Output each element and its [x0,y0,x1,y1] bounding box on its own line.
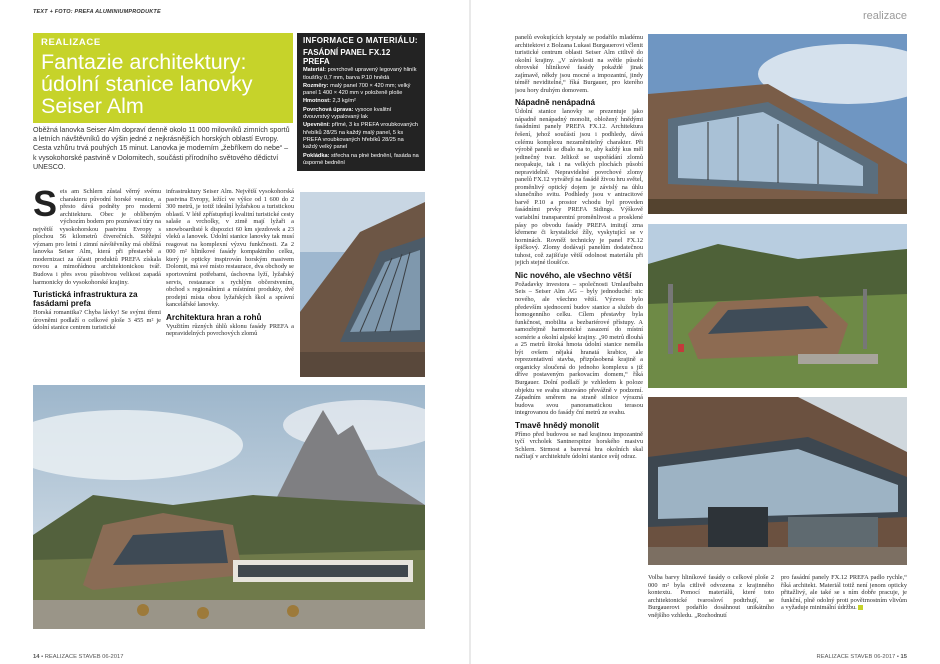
section-tag: realizace [862,10,907,22]
page-number: 15 [900,654,907,660]
text-column-2 [166,188,294,378]
article-lead: Oběžná lanovka Seiser Alm dopraví denně okolo 11 000 milovníků zimních sportů a letních návštěvníků do výšin jedné z nejkrásnějších horských oblastí Evropy. Cesta vzhůru trvá pouhých 15 minut. Lanovka je moderním „žebříkem do nebe“ – k vysokohorské pastvině v Dolomitech, součásti přírodního světového dědictví UNESCO. [33,126,290,171]
article-headline: Fantazie architektury: údolní stanice lanovky Seiser Alm [41,50,253,118]
right-page [471,0,940,664]
info-label: Hmotnost: [303,98,331,105]
photo-facade-angle-image [648,34,907,214]
page-number: 14 [33,654,40,660]
info-row [303,122,419,151]
paragraph: Požadavky investora – společnosti Umlaufbahn Seis – Seiser Alm AG – byly jednoduché: nic nového, ale všechno větší. Výzvou bylo především sjednocení budov stanice a služeb do homogenního celku. Cílem přestavby byla funkčnost, mobilita a bezbariérové přístupy. A samozřejmě harmonické zasazení do místní scenérie a okolní alpské krajiny. „90 metrů dlouhá a 25 metrů široká hmota údolní stanice neměla být ovšem nějaká hranatá krabice, ale reprezentativní stavba, přizpůsobená krajině a organicky sloučená do jednoho komplexu s již dříve postaveným parkovacím domem,“ říká Burgauer. Dolní podlaží je vzhledem k poloze objektu ve svahu situováno převážně v podzemí. Západním směrem na straně silnice výrazná budova svou panoramatickou terasou integrovanou do fasády ční metrů ze svahu. [515,280,643,417]
left-page [0,0,469,664]
paragraph: Horská romantika? Chyba lávky! Se svými třemi úrovněmi podlaží o celkové ploše 3 455 m² je údolní stanice centrem turistické [33,309,161,332]
photo-entrance-overhang [648,397,907,565]
paragraph: Údolní stanice lanovky se prezentuje jako nápadně nenápadný monolit, obložený hnědými fasádními panely PREFA FX.12. Architektura řešení, jehož součástí jsou i podhledy, dává celému komplexu nezaměnitelný charakter. Při výrobě panelů se dbalo na to, aby každý kus měl jedinečný tvar. Jelikož se uspořádání zlomů neopakuje, tak i na velkých plochách působí nepravidelně. Nepravidelné povrchové zlomy panelů FX.12 vytvářejí na fasádě živou hru světel, proměnlivý optický dojem je závislý na úhlu slunečního svitu. Podhledy jsou v antracitové barvě P.10 a prostor vchodu byl proveden fasádními prvky PREFA Sidings. Výškově variabilní transparentní proměnlivost a prosklené pásy po obvodu fasády PREFA imitují zrna křemene či krystalické žíly, vyskytující se v horninách. Rovněž technicky je panel FX.12 špičkový. Zlomy dodávají panelům dodatečnou tuhost, což zajišťuje větší odolnost materiálu při jejich stejné tloušťce. [515,108,643,267]
info-label: Materiál: [303,67,327,74]
photo-station-aerial [648,224,907,388]
subheading: Tmavě hnědý monolit [515,420,600,430]
photo-facade-detail-image [300,192,425,377]
end-of-article-mark [858,605,863,610]
info-label: Pokládka: [303,152,330,159]
paragraph: eis am Schlern zůstal věrný svému charakteru původní horské vesnice, a přesto dává podněty pro moderní architekturu. Obec je oblíbeným výchozím bodem pro poznávací túry na největší vysokohorskou pastvinu Evropy s plochou 56 kilometrů čtverečních. Stěžejní význam pro letní i zimní návštěvníky má oběžná lanovka Seiser Alm, která při přestavbě a modernizaci za účasti produktů PREFA získala novou a mimořádnou architektonickou tvář. Budova i přes svou působivou velikost zapadá harmonicky do vysokohorské krajiny. [33,188,161,286]
paragraph: Přímo před budovou se nad krajinou impozantně tyčí vrcholek Santnerspitze horského masivu Schlern. Strmost a barevná hra okolních skal načítají v architektuře údolní stanice svůj odraz. [515,430,643,461]
photo-entrance-image [648,397,907,565]
info-label: Upevnění: [303,122,331,129]
photo-facade-angle [648,34,907,214]
page-folio-left: 14 • REALIZACE STAVEB 06-2017 [33,654,124,660]
subheading: Nápadně nenápadná [515,98,596,108]
text-column-5 [781,574,907,636]
info-box-title: INFORMACE O MATERIÁLU: [303,36,418,45]
closing-text: pro fasádní panely FX.12 PREFA padlo rychle,“ říká architekt. Materiál totiž není jenom opticky přitažlivý, ale také se s ním dobře pracuje, je funkční, plně odolný proti povětrnostním vlivům a vyžaduje minimální údržbu. [781,574,907,612]
page-folio-right: REALIZACE STAVEB 06-2017 • 15 [816,654,907,660]
text-column-4 [648,574,774,636]
paragraph: Volba barvy hliníkové fasády o celkové ploše 2 000 m² byla citlivě odvozena z krajinného kontextu. Pomocí materiálů, které toto architektonické tvarosloví podtrhují, se Burgauerovi podařilo dosáhnout unikátního vnějšího vzhledu. „Rozhodnutí [648,574,774,619]
paragraph: Využitím různých úhlů sklonu fasády PREFA a nepravidelných povrchových zlomů [166,322,294,338]
info-label: Rozměry: [303,82,329,89]
photo-valley-station-image [33,385,425,629]
material-info-box [297,33,425,171]
magazine-issue: REALIZACE STAVEB 06-2017 [816,654,896,660]
section-kicker: REALIZACE [41,37,101,48]
photo-facade-detail [300,192,425,377]
info-row [303,83,419,98]
text-column-3 [515,34,643,569]
info-value: malý panel 700 × 420 mm; velký panel 1 400 × 420 mm v položeně ploše [303,82,411,97]
title-box [33,33,293,123]
info-row [303,153,419,168]
info-label: Povrchová úprava: [303,106,354,113]
paragraph: panelů evokujících krystaly se podařilo mladému architektovi z Bolzana Lukasi Burgauerovi včlenit turistické centrum oblasti Seiser Alm citlivě do okolní krajiny. „V závislosti na světle působí obrovské hliníkové fasády pokaždé jinak zajímavě, někdy jsou mocné a impozantní, jindy téměř neviditelné,“ říká Burgauer, pro kterého jsou hory druhým domovem. [515,34,643,94]
text-column-1 [33,188,161,378]
subheading: Turistická infrastruktura za fasádami prefa [33,290,138,309]
info-row [303,107,419,122]
photo-valley-station-mountains [33,385,425,629]
subheading: Nic nového, ale všechno větší [515,270,632,280]
info-value: vysoce kvalitní dvouvrstvý vypalovaný lak [303,106,392,121]
photo-station-aerial-image [648,224,907,388]
paragraph [781,574,907,612]
info-row [303,67,419,82]
info-row [303,98,419,105]
info-value: střecha na plné bednění, fasáda na úsporné bednění [303,152,419,166]
info-value: 2,3 kg/m² [332,98,356,105]
info-box-subtitle: FASÁDNÍ PANEL FX.12 PREFA [303,48,391,67]
subheading: Architektura hran a rohů [166,312,262,322]
magazine-issue: REALIZACE STAVEB 06-2017 [44,654,124,660]
info-value: povrchově upravený legovaný hliník tloušťky 0,7 mm, barva P.10 hnědá [303,67,417,81]
dropcap: S [33,188,58,224]
info-value: přímé, 3 ks PREFA vroubkovaných hřebíků 28/25 na každý malý panel, 5 ks PREFA vroubkovaných hřebíků 28/25 na každý velký panel [303,122,419,151]
paragraph: infrastruktury Seiser Alm. Největší vysokohorská pastvina Evropy, ležící ve výšce od 1 600 do 2 300 metrů, je totiž ideální lyžařskou a turistickou oblastí. V létě zpřístupňují kvalitní turistické cesty salaše a vrcholky, v zimě mají lyžaři a snowboardisté k dispozici 60 km sjezdovek a 23 vleků a lanovek. Údolní stanice lanovky tak musí reagovat na komplexní výzvu funkčnosti. Za 2 000 m² hliníkové fasády kompaktního celku, který je opticky inspirován horským masivem Dolomit, má své místo restaurace, dva obchody se sportovními potřebami, úschovna lyží, lyžařský servis, restaurace s rychlým občerstvením, obchod s regionálními a místními produkty, dvě prodejní místa obou lyžařských škol a správní kancelářské lanovky. [166,188,294,309]
photo-credit: TEXT + FOTO: PREFA ALUMINIUMPRODUKTE [33,9,161,15]
